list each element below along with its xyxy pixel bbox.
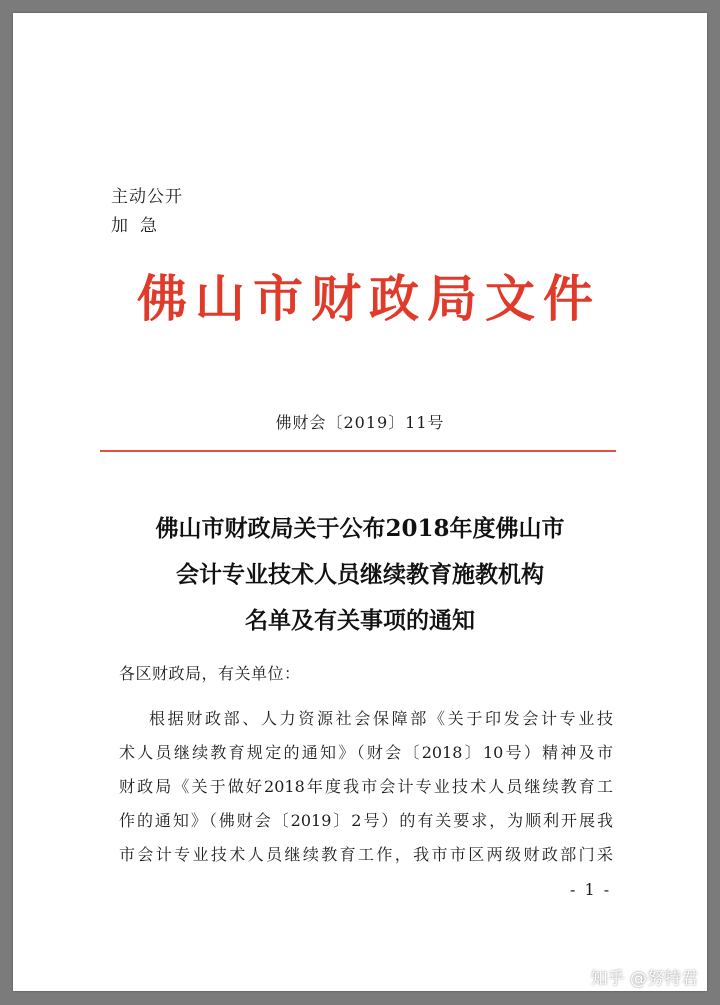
salutation: 各区财政局，有关单位： bbox=[119, 664, 301, 683]
document-number: 佛财会〔2019〕11号 bbox=[275, 413, 445, 432]
body-text-line: 财政局《关于做好2018年度我市会计专业技术人员继续教育工 bbox=[119, 777, 613, 796]
body-text-line: 作的通知》（佛财会〔2019〕2号）的有关要求，为顺利开展我 bbox=[119, 811, 613, 830]
notice-title-line: 名单及有关事项的通知 bbox=[245, 607, 475, 634]
watermark: 知乎 @努特君 bbox=[590, 969, 698, 989]
notice-title-line: 会计专业技术人员继续教育施教机构 bbox=[176, 561, 544, 588]
red-divider bbox=[100, 450, 616, 452]
body-text-line: 市会计专业技术人员继续教育工作，我市市区两级财政部门采 bbox=[119, 845, 613, 864]
page-number: - 1 - bbox=[570, 880, 612, 899]
notice-title-line: 佛山市财政局关于公布2018年度佛山市 bbox=[155, 515, 565, 542]
body-text-line: 根据财政部、人力资源社会保障部《关于印发会计专业技 bbox=[149, 709, 613, 728]
masthead-title: 佛山市财政局文件 bbox=[137, 270, 601, 328]
disclosure-label: 主动公开 bbox=[111, 187, 183, 207]
document-page bbox=[13, 13, 707, 991]
body-text-line: 术人员继续教育规定的通知》（财会〔2018〕10号）精神及市 bbox=[119, 743, 613, 762]
urgency-label: 加急 bbox=[111, 216, 169, 236]
